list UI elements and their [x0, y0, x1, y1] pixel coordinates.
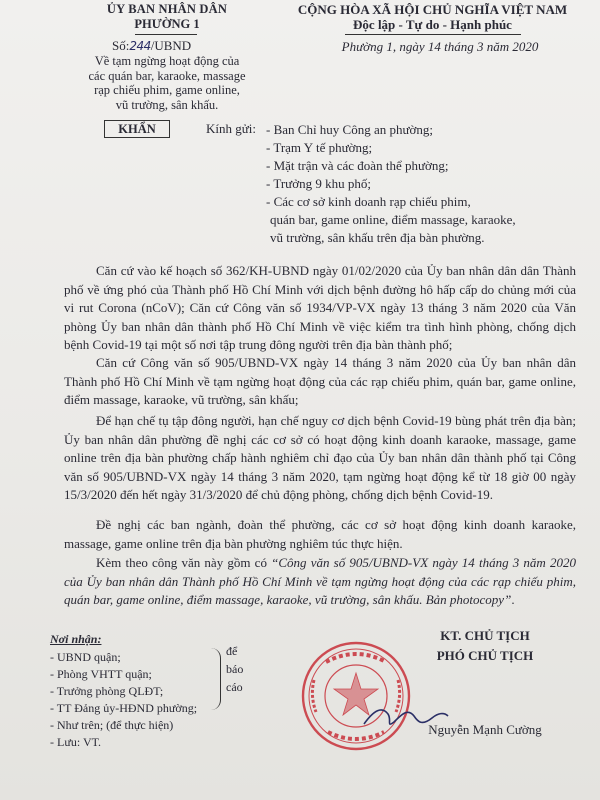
signer-name: Nguyễn Mạnh Cường: [428, 722, 542, 737]
attachment-title: “Công văn số 905/UBND-VX ngày 14 tháng 3 năm 2020 của Ủy ban nhân dân Thành phố Hồ Chí Minh về tạm ngừng hoạt động của các rạp chiếu phim, quán bar, game online, điểm massage, karaoke, vũ trường, sân khấu. Bản photocopy”: [64, 555, 577, 607]
signature-title-line2: PHÓ CHỦ TỊCH: [436, 648, 534, 663]
body-paragraph: Để hạn chế tụ tập đông người, hạn chế nguy cơ dịch bệnh Covid-19 bùng phát trên địa bàn; Ủy ban nhân dân phường đề nghị các cơ sở có hoạt động kinh doanh karaoke, massage, game online trên địa bàn phường chấp hành nghiêm chỉ đạo của Ủy ban nhân dân thành phố tại Công văn số 905/UBND-VX ngày 14 tháng 3 năm 2020, tạm ngừng hoạt động kể từ 18 giờ 00 ngày 15/3/2020 đến hết ngày 31/3/2020 để chủ động phòng, chống dịch bệnh Covid-19.: [64, 413, 576, 502]
distribution-item: - UBND quận;: [50, 650, 121, 664]
attachment-paragraph: [64, 554, 576, 610]
attachment-prefix: Kèm theo công văn này gồm có: [96, 555, 272, 570]
recipient-item: - Trưởng 9 khu phố;: [266, 176, 371, 191]
distribution-item: - Lưu: VT.: [50, 735, 102, 749]
doc-number-handwritten: 244: [129, 39, 151, 53]
report-note-word: báo: [226, 662, 244, 676]
recipient-item: - Ban Chỉ huy Công an phường;: [266, 122, 434, 137]
distribution-label: Nơi nhận:: [50, 632, 102, 646]
distribution-item: - TT Đảng ủy-HĐND phường;: [50, 701, 198, 715]
body-paragraph: Đề nghị các ban ngành, đoàn thể phường, các cơ sở hoạt động kinh doanh karaoke, massage, game online trên địa bàn phường nghiêm túc thực hiện.: [64, 517, 576, 551]
document-subject: [62, 54, 272, 112]
motto-underline: [345, 34, 521, 35]
date-line: Phường 1, ngày 14 tháng 3 năm 2020: [341, 39, 539, 54]
recipients-label: Kính gửi:: [206, 121, 257, 136]
subject-line: các quán bar, karaoke, massage: [88, 68, 246, 83]
subject-line: vũ trường, sân khấu.: [115, 97, 219, 112]
urgency-box: KHẨN: [104, 120, 170, 138]
issuing-org-line2: PHƯỜNG 1: [134, 17, 200, 31]
issuing-org-line1: ỦY BAN NHÂN DÂN: [106, 2, 228, 16]
report-note-word: cáo: [226, 680, 243, 694]
subject-line: rạp chiếu phim, game online,: [94, 83, 240, 97]
recipient-item: vũ trường, sân khấu trên địa bàn phường.: [270, 230, 485, 245]
doc-number-prefix: Số:: [112, 38, 130, 53]
document-number: [112, 38, 232, 54]
distribution-item: - Trưởng phòng QLĐT;: [50, 684, 164, 698]
recipient-item: quán bar, game online, điểm massage, karaoke,: [270, 212, 516, 227]
distribution-item: - Phòng VHTT quận;: [50, 667, 152, 681]
recipient-item: - Mặt trận và các đoàn thể phường;: [266, 158, 449, 173]
recipient-item: - Các cơ sở kinh doanh rạp chiếu phim,: [266, 194, 471, 209]
national-motto: Độc lập - Tự do - Hạnh phúc: [353, 17, 512, 32]
recipient-item: - Trạm Y tế phường;: [266, 140, 373, 155]
report-note-word: để: [226, 644, 238, 658]
org-underline: [135, 34, 197, 35]
body-paragraph: Căn cứ Công văn số 905/UBND-VX ngày 14 tháng 3 năm 2020 của Ủy ban nhân dân Thành phố Hồ Chí Minh về tạm ngừng hoạt động của các rạp chiếu phim, quán bar, game online, điểm massage, karaoke, vũ trường, sân khấu;: [64, 355, 576, 407]
body-paragraph: Căn cứ vào kế hoạch số 362/KH-UBND ngày 01/02/2020 của Ủy ban nhân dân dân Thành phố về ứng phó của Thành phố Hồ Chí Minh với dịch bệnh đường hô hấp cấp do chủng mới của vi rut Corona (nCoV); Căn cứ Công văn số 1934/VP-VX ngày 13 tháng 3 năm 2020 của Văn phòng Ủy ban nhân dân thành phố Hồ Chí Minh về việc kiểm tra tình hình phòng, chống dịch bệnh Covid-19 tại một số nơi tập trung đông người trên địa bàn thành phố;: [64, 263, 576, 352]
attachment-suffix: .: [511, 592, 515, 607]
report-brace: [210, 648, 221, 710]
doc-number-suffix: /UBND: [150, 38, 192, 53]
distribution-item: - Như trên; (để thực hiện): [50, 718, 174, 732]
subject-line: Về tạm ngừng hoạt động của: [94, 54, 240, 68]
national-title: CỘNG HÒA XÃ HỘI CHỦ NGHĨA VIỆT NAM: [297, 2, 568, 17]
signature-title-line1: KT. CHỦ TỊCH: [440, 628, 530, 643]
